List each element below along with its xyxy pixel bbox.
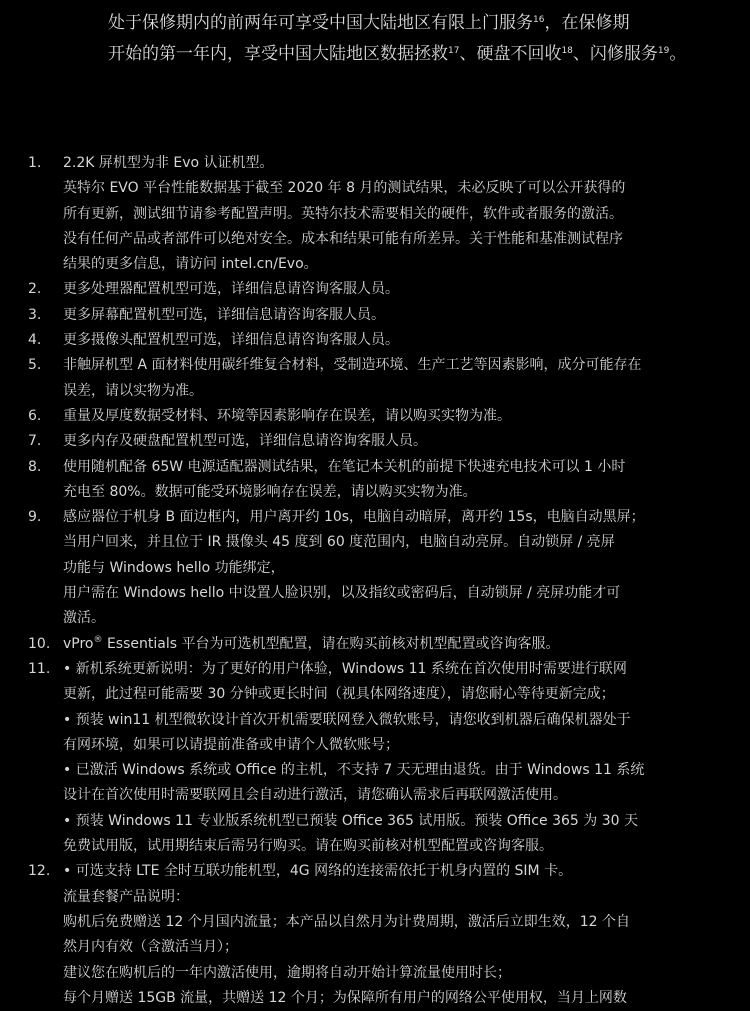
warranty-intro — [108, 8, 740, 70]
footnote-text: Essentials 平台为可选机型配置，请在购买前核对机型配置或咨询客服。 — [102, 635, 560, 652]
footnote-ref: 16 — [533, 15, 545, 25]
footnote-text-line: 使用随机配备 65W 电源适配器测试结果，在笔记本关机的前提下快速充电技术可以 1 小时 — [63, 458, 626, 475]
intro-line-1: 处于保修期内的前两年可享受中国大陆地区有限上门服务$^{16}$，在保修期 — [108, 13, 630, 33]
footnote-item — [0, 328, 750, 353]
footnote-text-line: 然月内有效（含激活当月）； — [63, 939, 238, 956]
footnote-text-line: 所有更新，测试细节请参考配置声明。英特尔技术需要相关的硬件，软件或者服务的激活。 — [63, 205, 623, 222]
footnote-text-line: 非触屏机型 A 面材料使用碳纤维复合材料，受制造环境、生产工艺等因素影响，成分可能存在 — [63, 357, 642, 374]
footnote-text-line: 免费试用版，试用期结束后需另行购买。请在购买前核对机型配置或咨询客服。 — [63, 838, 553, 855]
footnote-ref: 19 — [657, 46, 670, 56]
footnote-text-line: 有网环境，如果可以请提前准备或申请个人微软账号； — [63, 736, 399, 753]
footnote-number: 7. — [28, 433, 42, 450]
footnote-text-line: • 预装 Windows 11 专业版系统机型已预装 Office 365 试用版。预装 Office 365 为 30 天 — [63, 812, 638, 829]
vpro-text: vPro — [63, 635, 94, 652]
footnote-text-line: 更多屏幕配置机型可选，详细信息请咨询客服人员。 — [63, 306, 385, 323]
footnote-number: 4. — [28, 332, 42, 349]
footnote-number: 9. — [28, 509, 42, 526]
footnote-item — [0, 429, 750, 454]
footnote-number: 2. — [28, 281, 42, 298]
footnote-number: 3. — [28, 306, 42, 323]
footnote-item — [0, 277, 750, 302]
footnote-text-line: 结果的更多信息，请访问 intel.cn/Evo。 — [63, 256, 318, 273]
footnote-text-line: 充电至 80%。数据可能受环境影响存在误差，请以购买实物为准。 — [63, 483, 477, 500]
footnote-item — [0, 657, 750, 859]
footnote-text-line: • 预装 win11 机型微软设计首次开机需要联网登入微软账号，请您收到机器后确保机器处于 — [63, 711, 631, 728]
footnote-text-line: 没有任何产品或者部件可以绝对安全。成本和结果可能有所差异。关于性能和基准测试程序 — [63, 230, 623, 247]
footnote-text-line: 重量及厚度数据受材料、环境等因素影响存在误差，请以购买实物为准。 — [63, 407, 511, 424]
footnote-text-line: 更多摄像头配置机型可选，详细信息请咨询客服人员。 — [63, 332, 399, 349]
footnote-text-line: 功能与 Windows hello 功能绑定， — [63, 559, 285, 576]
footnote-number: 12. — [28, 863, 51, 880]
footnote-text-line: 感应器位于机身 B 面边框内，用户离开约 10s，电脑自动暗屏，离开约 15s，电脑自动黑屏； — [63, 509, 645, 526]
footnote-text-line: 更新，此过程可能需要 30 分钟或更长时间（视具体网络速度），请您耐心等待更新完成； — [63, 686, 615, 703]
footnote-text-line: • 新机系统更新说明：为了更好的用户体验，Windows 11 系统在首次使用时需要进行联网 — [63, 660, 627, 677]
footnote-text-line: 流量套餐产品说明： — [63, 888, 189, 905]
footnote-text-line: 2.2K 屏机型为非 Evo 认证机型。 — [63, 155, 274, 171]
footnote-number: 6. — [28, 407, 42, 424]
footnote-item — [0, 151, 750, 277]
footnote-text-line: 每个月赠送 15GB 流量，共赠送 12 个月；为保障所有用户的网络公平使用权，当月上网数 — [63, 989, 627, 1006]
footnote-number: 5. — [28, 357, 42, 374]
footnote-text-line: 用户需在 Windows hello 中设置人脸识别，以及指纹或密码后，自动锁屏 / 亮屏功能才可 — [63, 585, 621, 602]
footnote-text-line: • 可选支持 LTE 全时互联功能机型，4G 网络的连接需依托于机身内置的 SIM 卡。 — [63, 863, 573, 880]
footnote-text-line: 英特尔 EVO 平台性能数据基于截至 2020 年 8 月的测试结果，未必反映了可以公开获得的 — [63, 180, 626, 197]
footnote-number: 11. — [28, 660, 51, 677]
footnotes-list — [0, 151, 750, 1011]
footnote-text-line: 激活。 — [63, 610, 105, 627]
footnote-number: 1. — [28, 155, 42, 171]
footnote-text-line: 误差，请以实物为准。 — [63, 382, 203, 399]
footnote-item — [0, 632, 750, 657]
footnote-ref: 18 — [561, 46, 573, 56]
footnote-text-line: 设计在首次使用时需要联网且会自动进行激活，请您确认需求后再联网激活使用。 — [63, 787, 567, 804]
footnote-item — [0, 353, 750, 404]
footnote-item — [0, 303, 750, 328]
footnote-item — [0, 455, 750, 506]
footnote-text-line: 更多内存及硬盘配置机型可选，详细信息请咨询客服人员。 — [63, 433, 427, 450]
footnote-item — [0, 505, 750, 631]
footnote-item — [0, 404, 750, 429]
intro-line-2: 开始的第一年内，享受中国大陆地区数据拯救$^{17}$、硬盘不回收$^{18}$、闪修服务$^{19}$。 — [108, 44, 687, 64]
footnote-text-line: 购机后免费赠送 12 个月国内流量；本产品以自然月为计费周期，激活后立即生效，12 个自 — [63, 913, 630, 930]
footnote-ref: 17 — [448, 46, 460, 56]
footnote-text-line: • 已激活 Windows 系统或 Office 的主机，不支持 7 天无理由退货。由于 Windows 11 系统 — [63, 762, 645, 779]
registered-mark: ® — [93, 634, 103, 645]
footnote-text-line: 更多处理器配置机型可选，详细信息请咨询客服人员。 — [63, 281, 399, 298]
footnote-text-line: 建议您在购机后的一年内激活使用，逾期将自动开始计算流量使用时长； — [63, 964, 511, 981]
footnote-number: 8. — [28, 458, 42, 475]
footnote-text-line — [63, 632, 720, 657]
footnote-item — [0, 859, 750, 1011]
footnote-number: 10. — [28, 635, 51, 652]
footnote-text-line: 当用户回来，并且位于 IR 摄像头 45 度到 60 度范围内，电脑自动亮屏。自动锁屏 / 亮屏 — [63, 534, 615, 551]
